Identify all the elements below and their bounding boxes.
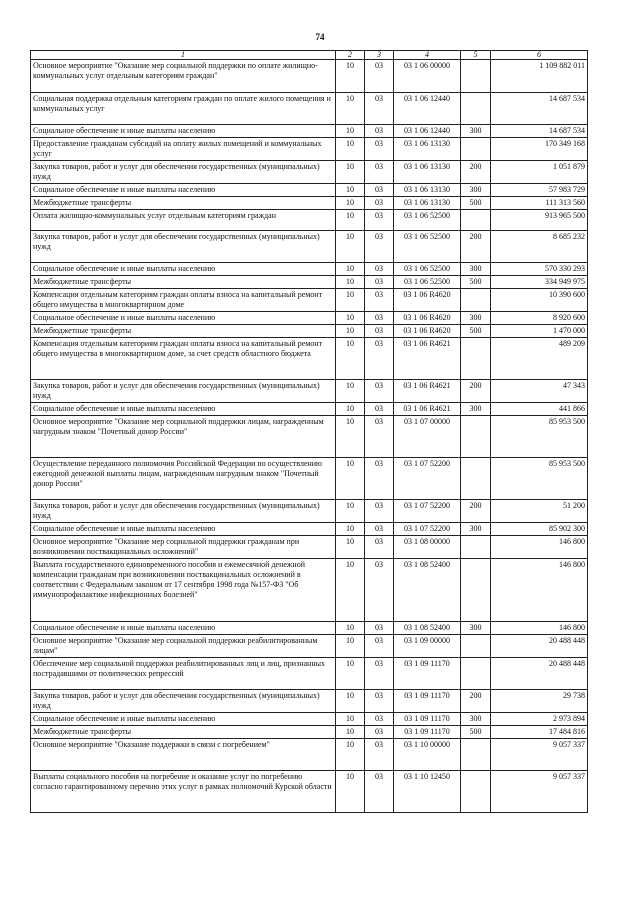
row-name: Основное мероприятие "Оказание мер социальной поддержки гражданам при возникновении поствакцинальных осложнений" bbox=[31, 536, 336, 559]
row-expense-type bbox=[461, 416, 491, 458]
column-header: 5 bbox=[461, 51, 491, 60]
row-expense-type bbox=[461, 210, 491, 231]
row-amount: 29 738 bbox=[491, 690, 588, 713]
row-subsection: 03 bbox=[365, 536, 394, 559]
row-expense-type bbox=[461, 536, 491, 559]
row-subsection: 03 bbox=[365, 739, 394, 771]
row-target-article: 03 1 06 52500 bbox=[394, 210, 461, 231]
row-name: Социальное обеспечение и иные выплаты населению bbox=[31, 713, 336, 726]
row-expense-type: 300 bbox=[461, 523, 491, 536]
row-section: 10 bbox=[336, 690, 365, 713]
row-target-article: 03 1 06 52500 bbox=[394, 276, 461, 289]
row-amount: 9 057 337 bbox=[491, 739, 588, 771]
row-target-article: 03 1 07 52200 bbox=[394, 523, 461, 536]
row-subsection: 03 bbox=[365, 559, 394, 622]
row-section: 10 bbox=[336, 325, 365, 338]
table-row bbox=[31, 338, 588, 380]
row-subsection: 03 bbox=[365, 416, 394, 458]
row-expense-type: 300 bbox=[461, 263, 491, 276]
row-section: 10 bbox=[336, 93, 365, 125]
row-expense-type: 300 bbox=[461, 184, 491, 197]
row-section: 10 bbox=[336, 622, 365, 635]
row-amount: 334 949 975 bbox=[491, 276, 588, 289]
table-row bbox=[31, 138, 588, 161]
row-section: 10 bbox=[336, 416, 365, 458]
table-row bbox=[31, 60, 588, 93]
row-target-article: 03 1 06 13130 bbox=[394, 161, 461, 184]
row-section: 10 bbox=[336, 771, 365, 813]
row-subsection: 03 bbox=[365, 500, 394, 523]
table-row bbox=[31, 161, 588, 184]
table-row bbox=[31, 635, 588, 658]
table-row bbox=[31, 312, 588, 325]
page-number: 74 bbox=[315, 32, 325, 42]
row-target-article: 03 1 10 00000 bbox=[394, 739, 461, 771]
row-section: 10 bbox=[336, 276, 365, 289]
row-expense-type bbox=[461, 635, 491, 658]
table-row bbox=[31, 289, 588, 312]
row-expense-type bbox=[461, 739, 491, 771]
row-expense-type: 500 bbox=[461, 276, 491, 289]
row-target-article: 03 1 09 11170 bbox=[394, 690, 461, 713]
row-target-article: 03 1 06 R4621 bbox=[394, 380, 461, 403]
row-section: 10 bbox=[336, 523, 365, 536]
row-amount: 1 470 000 bbox=[491, 325, 588, 338]
row-section: 10 bbox=[336, 312, 365, 325]
row-amount: 8 920 600 bbox=[491, 312, 588, 325]
row-subsection: 03 bbox=[365, 380, 394, 403]
row-expense-type bbox=[461, 289, 491, 312]
table-row bbox=[31, 500, 588, 523]
row-subsection: 03 bbox=[365, 458, 394, 500]
row-target-article: 03 1 06 R4621 bbox=[394, 403, 461, 416]
row-target-article: 03 1 06 13130 bbox=[394, 197, 461, 210]
row-name: Социальное обеспечение и иные выплаты населению bbox=[31, 312, 336, 325]
row-section: 10 bbox=[336, 726, 365, 739]
row-expense-type: 200 bbox=[461, 380, 491, 403]
table-row bbox=[31, 559, 588, 622]
row-target-article: 03 1 06 R4620 bbox=[394, 312, 461, 325]
row-expense-type bbox=[461, 658, 491, 690]
row-target-article: 03 1 08 00000 bbox=[394, 536, 461, 559]
row-subsection: 03 bbox=[365, 197, 394, 210]
row-expense-type bbox=[461, 93, 491, 125]
row-name: Обеспечение мер социальной поддержки реабилитированных лиц и лиц, признанных пострадавшими от политических репрессий bbox=[31, 658, 336, 690]
row-target-article: 03 1 06 R4621 bbox=[394, 338, 461, 380]
row-name: Закупка товаров, работ и услуг для обеспечения государственных (муниципальных) нужд bbox=[31, 690, 336, 713]
row-amount: 57 983 729 bbox=[491, 184, 588, 197]
table-row bbox=[31, 658, 588, 690]
row-target-article: 03 1 06 R4620 bbox=[394, 325, 461, 338]
row-amount: 9 057 337 bbox=[491, 771, 588, 813]
row-subsection: 03 bbox=[365, 263, 394, 276]
row-amount: 51 200 bbox=[491, 500, 588, 523]
table-row bbox=[31, 210, 588, 231]
row-name: Выплаты социального пособия на погребение и оказание услуг по погребению согласно гарантированному перечню этих услуг в рамках полномочий Курской области bbox=[31, 771, 336, 813]
table-row bbox=[31, 325, 588, 338]
row-name: Оплата жилищно-коммунальных услуг отдельным категориям граждан bbox=[31, 210, 336, 231]
row-target-article: 03 1 06 12440 bbox=[394, 125, 461, 138]
row-section: 10 bbox=[336, 125, 365, 138]
row-name: Социальное обеспечение и иные выплаты населению bbox=[31, 184, 336, 197]
column-header: 3 bbox=[365, 51, 394, 60]
row-name: Закупка товаров, работ и услуг для обеспечения государственных (муниципальных) нужд bbox=[31, 500, 336, 523]
row-amount: 8 685 232 bbox=[491, 231, 588, 263]
table-row bbox=[31, 231, 588, 263]
row-name: Закупка товаров, работ и услуг для обеспечения государственных (муниципальных) нужд bbox=[31, 380, 336, 403]
row-subsection: 03 bbox=[365, 713, 394, 726]
row-expense-type: 500 bbox=[461, 325, 491, 338]
row-name: Межбюджетные трансферты bbox=[31, 197, 336, 210]
row-amount: 570 330 293 bbox=[491, 263, 588, 276]
row-subsection: 03 bbox=[365, 690, 394, 713]
table-row bbox=[31, 771, 588, 813]
row-subsection: 03 bbox=[365, 312, 394, 325]
row-expense-type: 200 bbox=[461, 161, 491, 184]
row-section: 10 bbox=[336, 536, 365, 559]
row-subsection: 03 bbox=[365, 161, 394, 184]
row-amount: 85 953 500 bbox=[491, 416, 588, 458]
column-header: 1 bbox=[31, 51, 336, 60]
row-section: 10 bbox=[336, 739, 365, 771]
row-target-article: 03 1 08 52400 bbox=[394, 559, 461, 622]
row-target-article: 03 1 09 11170 bbox=[394, 713, 461, 726]
row-expense-type bbox=[461, 138, 491, 161]
table-body bbox=[31, 60, 588, 813]
row-amount: 14 687 534 bbox=[491, 125, 588, 138]
table-row bbox=[31, 197, 588, 210]
row-name: Социальное обеспечение и иные выплаты населению bbox=[31, 263, 336, 276]
row-expense-type: 200 bbox=[461, 690, 491, 713]
row-target-article: 03 1 09 11170 bbox=[394, 658, 461, 690]
table-row bbox=[31, 690, 588, 713]
row-amount: 1 051 879 bbox=[491, 161, 588, 184]
row-subsection: 03 bbox=[365, 635, 394, 658]
row-target-article: 03 1 06 12440 bbox=[394, 93, 461, 125]
row-section: 10 bbox=[336, 197, 365, 210]
row-section: 10 bbox=[336, 500, 365, 523]
row-target-article: 03 1 07 52200 bbox=[394, 500, 461, 523]
row-subsection: 03 bbox=[365, 726, 394, 739]
row-subsection: 03 bbox=[365, 60, 394, 93]
row-subsection: 03 bbox=[365, 325, 394, 338]
row-subsection: 03 bbox=[365, 231, 394, 263]
row-target-article: 03 1 09 11170 bbox=[394, 726, 461, 739]
row-amount: 17 484 816 bbox=[491, 726, 588, 739]
row-amount: 146 800 bbox=[491, 559, 588, 622]
row-subsection: 03 bbox=[365, 622, 394, 635]
row-expense-type: 300 bbox=[461, 312, 491, 325]
row-name: Социальное обеспечение и иные выплаты населению bbox=[31, 125, 336, 138]
row-name: Межбюджетные трансферты bbox=[31, 726, 336, 739]
table-row bbox=[31, 93, 588, 125]
row-target-article: 03 1 10 12450 bbox=[394, 771, 461, 813]
row-section: 10 bbox=[336, 635, 365, 658]
budget-table bbox=[30, 50, 588, 813]
row-subsection: 03 bbox=[365, 93, 394, 125]
row-name: Социальная поддержка отдельным категориям граждан по оплате жилого помещения и коммунальных услуг bbox=[31, 93, 336, 125]
row-section: 10 bbox=[336, 210, 365, 231]
row-subsection: 03 bbox=[365, 184, 394, 197]
row-name: Выплата государственного единовременного пособия и ежемесячной денежной компенсации гражданам при возникновении поствакцинальных осложнений в соответствии с Федеральным законом от 17 сентября 1998 года №157-ФЗ "Об иммунопрофилактике инфекционных болезней" bbox=[31, 559, 336, 622]
table-row bbox=[31, 276, 588, 289]
row-subsection: 03 bbox=[365, 125, 394, 138]
row-expense-type bbox=[461, 771, 491, 813]
row-section: 10 bbox=[336, 458, 365, 500]
row-subsection: 03 bbox=[365, 523, 394, 536]
table-row bbox=[31, 713, 588, 726]
column-number-row bbox=[31, 51, 588, 60]
table-row bbox=[31, 184, 588, 197]
row-section: 10 bbox=[336, 338, 365, 380]
row-amount: 2 973 894 bbox=[491, 713, 588, 726]
row-target-article: 03 1 08 52400 bbox=[394, 622, 461, 635]
row-name: Осуществление переданного полномочия Российской Федерации по осуществлению ежегодной денежной выплаты лицам, награжденным нагрудным знаком "Почетный донор России" bbox=[31, 458, 336, 500]
row-amount: 47 343 bbox=[491, 380, 588, 403]
row-expense-type bbox=[461, 559, 491, 622]
row-target-article: 03 1 06 R4620 bbox=[394, 289, 461, 312]
row-name: Основное мероприятие "Оказание мер социальной поддержки лицам, награжденным нагрудным знаком "Почетный донор России" bbox=[31, 416, 336, 458]
row-subsection: 03 bbox=[365, 403, 394, 416]
row-target-article: 03 1 06 52500 bbox=[394, 263, 461, 276]
row-amount: 170 349 168 bbox=[491, 138, 588, 161]
row-name: Компенсация отдельным категориям граждан оплаты взноса на капитальный ремонт общего имущества в многоквартирном доме bbox=[31, 289, 336, 312]
row-name: Закупка товаров, работ и услуг для обеспечения государственных (муниципальных) нужд bbox=[31, 231, 336, 263]
row-section: 10 bbox=[336, 559, 365, 622]
row-name: Социальное обеспечение и иные выплаты населению bbox=[31, 622, 336, 635]
row-amount: 489 209 bbox=[491, 338, 588, 380]
row-name: Основное мероприятие "Оказание мер социальной поддержки по оплате жилищно-коммунальных услуг отдельным категориям граждан" bbox=[31, 60, 336, 93]
column-header: 6 bbox=[491, 51, 588, 60]
row-amount: 146 800 bbox=[491, 622, 588, 635]
row-subsection: 03 bbox=[365, 658, 394, 690]
table-row bbox=[31, 458, 588, 500]
row-amount: 111 313 560 bbox=[491, 197, 588, 210]
row-expense-type: 300 bbox=[461, 403, 491, 416]
row-amount: 1 109 882 011 bbox=[491, 60, 588, 93]
row-amount: 14 687 534 bbox=[491, 93, 588, 125]
row-section: 10 bbox=[336, 184, 365, 197]
row-expense-type bbox=[461, 338, 491, 380]
row-target-article: 03 1 07 52200 bbox=[394, 458, 461, 500]
row-expense-type: 300 bbox=[461, 125, 491, 138]
row-section: 10 bbox=[336, 263, 365, 276]
row-target-article: 03 1 06 00000 bbox=[394, 60, 461, 93]
row-amount: 20 488 448 bbox=[491, 658, 588, 690]
row-expense-type: 500 bbox=[461, 197, 491, 210]
row-amount: 10 390 600 bbox=[491, 289, 588, 312]
row-section: 10 bbox=[336, 713, 365, 726]
row-amount: 85 902 300 bbox=[491, 523, 588, 536]
table-row bbox=[31, 523, 588, 536]
row-name: Социальное обеспечение и иные выплаты населению bbox=[31, 403, 336, 416]
table-row bbox=[31, 380, 588, 403]
row-amount: 85 953 500 bbox=[491, 458, 588, 500]
row-expense-type bbox=[461, 60, 491, 93]
table-row bbox=[31, 125, 588, 138]
row-name: Межбюджетные трансферты bbox=[31, 276, 336, 289]
table-row bbox=[31, 263, 588, 276]
row-subsection: 03 bbox=[365, 138, 394, 161]
row-name: Социальное обеспечение и иные выплаты населению bbox=[31, 523, 336, 536]
row-target-article: 03 1 09 00000 bbox=[394, 635, 461, 658]
row-subsection: 03 bbox=[365, 289, 394, 312]
row-amount: 441 866 bbox=[491, 403, 588, 416]
row-section: 10 bbox=[336, 231, 365, 263]
table-row bbox=[31, 739, 588, 771]
row-name: Компенсация отдельным категориям граждан оплаты взноса на капитальный ремонт общего имущества в многоквартирном доме, за счет средств областного бюджета bbox=[31, 338, 336, 380]
row-expense-type: 500 bbox=[461, 726, 491, 739]
row-amount: 20 488 448 bbox=[491, 635, 588, 658]
table-row bbox=[31, 536, 588, 559]
row-subsection: 03 bbox=[365, 771, 394, 813]
row-expense-type: 300 bbox=[461, 622, 491, 635]
row-section: 10 bbox=[336, 289, 365, 312]
column-header: 4 bbox=[394, 51, 461, 60]
row-target-article: 03 1 06 13130 bbox=[394, 184, 461, 197]
table-row bbox=[31, 622, 588, 635]
row-target-article: 03 1 06 52500 bbox=[394, 231, 461, 263]
row-name: Межбюджетные трансферты bbox=[31, 325, 336, 338]
table-row bbox=[31, 726, 588, 739]
row-section: 10 bbox=[336, 380, 365, 403]
row-expense-type: 200 bbox=[461, 231, 491, 263]
row-name: Предоставление гражданам субсидий на оплату жилых помещений и коммунальных услуг bbox=[31, 138, 336, 161]
row-section: 10 bbox=[336, 138, 365, 161]
row-name: Закупка товаров, работ и услуг для обеспечения государственных (муниципальных) нужд bbox=[31, 161, 336, 184]
row-section: 10 bbox=[336, 658, 365, 690]
row-expense-type: 200 bbox=[461, 500, 491, 523]
row-name: Основное мероприятие "Оказание поддержки в связи с погребением" bbox=[31, 739, 336, 771]
row-section: 10 bbox=[336, 60, 365, 93]
row-subsection: 03 bbox=[365, 338, 394, 380]
row-subsection: 03 bbox=[365, 276, 394, 289]
table-row bbox=[31, 416, 588, 458]
row-section: 10 bbox=[336, 403, 365, 416]
row-amount: 146 800 bbox=[491, 536, 588, 559]
table-row bbox=[31, 403, 588, 416]
column-header: 2 bbox=[336, 51, 365, 60]
row-section: 10 bbox=[336, 161, 365, 184]
row-expense-type bbox=[461, 458, 491, 500]
row-target-article: 03 1 06 13130 bbox=[394, 138, 461, 161]
row-name: Основное мероприятие "Оказание мер социальной поддержки реабилитированным лицам" bbox=[31, 635, 336, 658]
row-expense-type: 300 bbox=[461, 713, 491, 726]
row-amount: 913 965 500 bbox=[491, 210, 588, 231]
row-target-article: 03 1 07 00000 bbox=[394, 416, 461, 458]
row-subsection: 03 bbox=[365, 210, 394, 231]
